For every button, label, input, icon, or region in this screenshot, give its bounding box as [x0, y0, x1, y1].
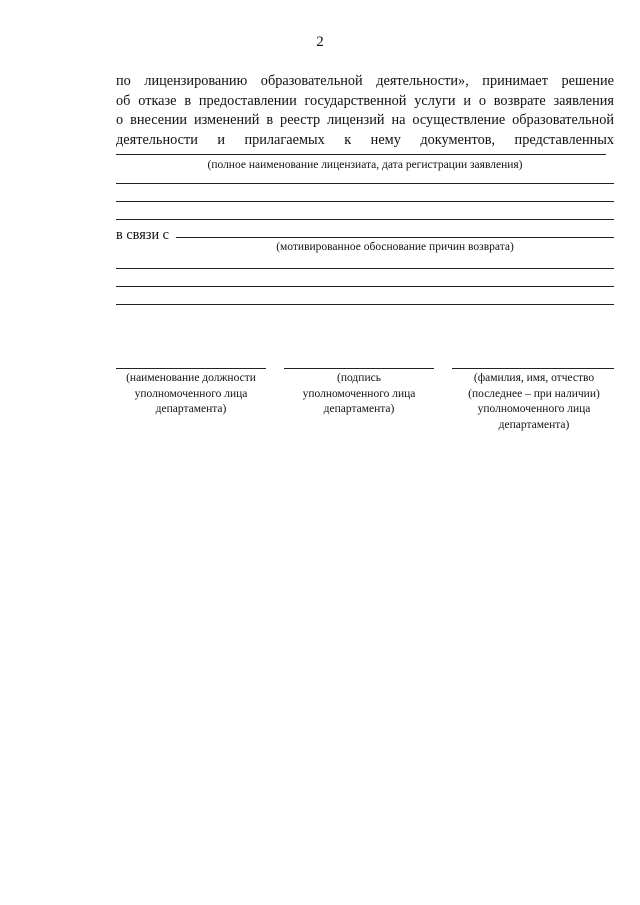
paragraph-line: деятельности и прилагаемых к нему документов, представленных [116, 131, 614, 148]
name-signature-line [452, 368, 614, 369]
paragraph-line: о внесении изменений в реестр лицензий на осуществление образовательной [116, 112, 614, 129]
fill-line [116, 286, 614, 287]
reason-fill-line [176, 237, 614, 238]
position-caption: (наименование должности уполномоченного лица департамента) [126, 372, 256, 415]
fill-line [116, 268, 614, 269]
fill-line [116, 183, 614, 184]
licensee-caption: (полное наименование лицензиата, дата регистрации заявления) [207, 159, 523, 171]
in-connection-label: в связи с [116, 227, 170, 243]
reason-caption: (мотивированное обоснование причин возврата) [276, 241, 514, 253]
signature-line [284, 368, 434, 369]
position-signature-line [116, 368, 266, 369]
signature-caption: (подпись уполномоченного лица департамента) [302, 372, 416, 415]
fill-line [116, 219, 614, 220]
licensee-fill-line [116, 154, 606, 155]
body-paragraph [116, 72, 614, 150]
page-number: 2 [316, 34, 324, 50]
name-caption: (фамилия, имя, отчество (последнее – при наличии) уполномоченного лица департамента) [468, 372, 600, 431]
fill-line [116, 201, 614, 202]
paragraph-line: по лицензированию образовательной деятельности», принимает решение [116, 73, 614, 89]
paragraph-line: об отказе в предоставлении государственной услуги и о возврате заявления [116, 92, 614, 109]
fill-line [116, 304, 614, 305]
